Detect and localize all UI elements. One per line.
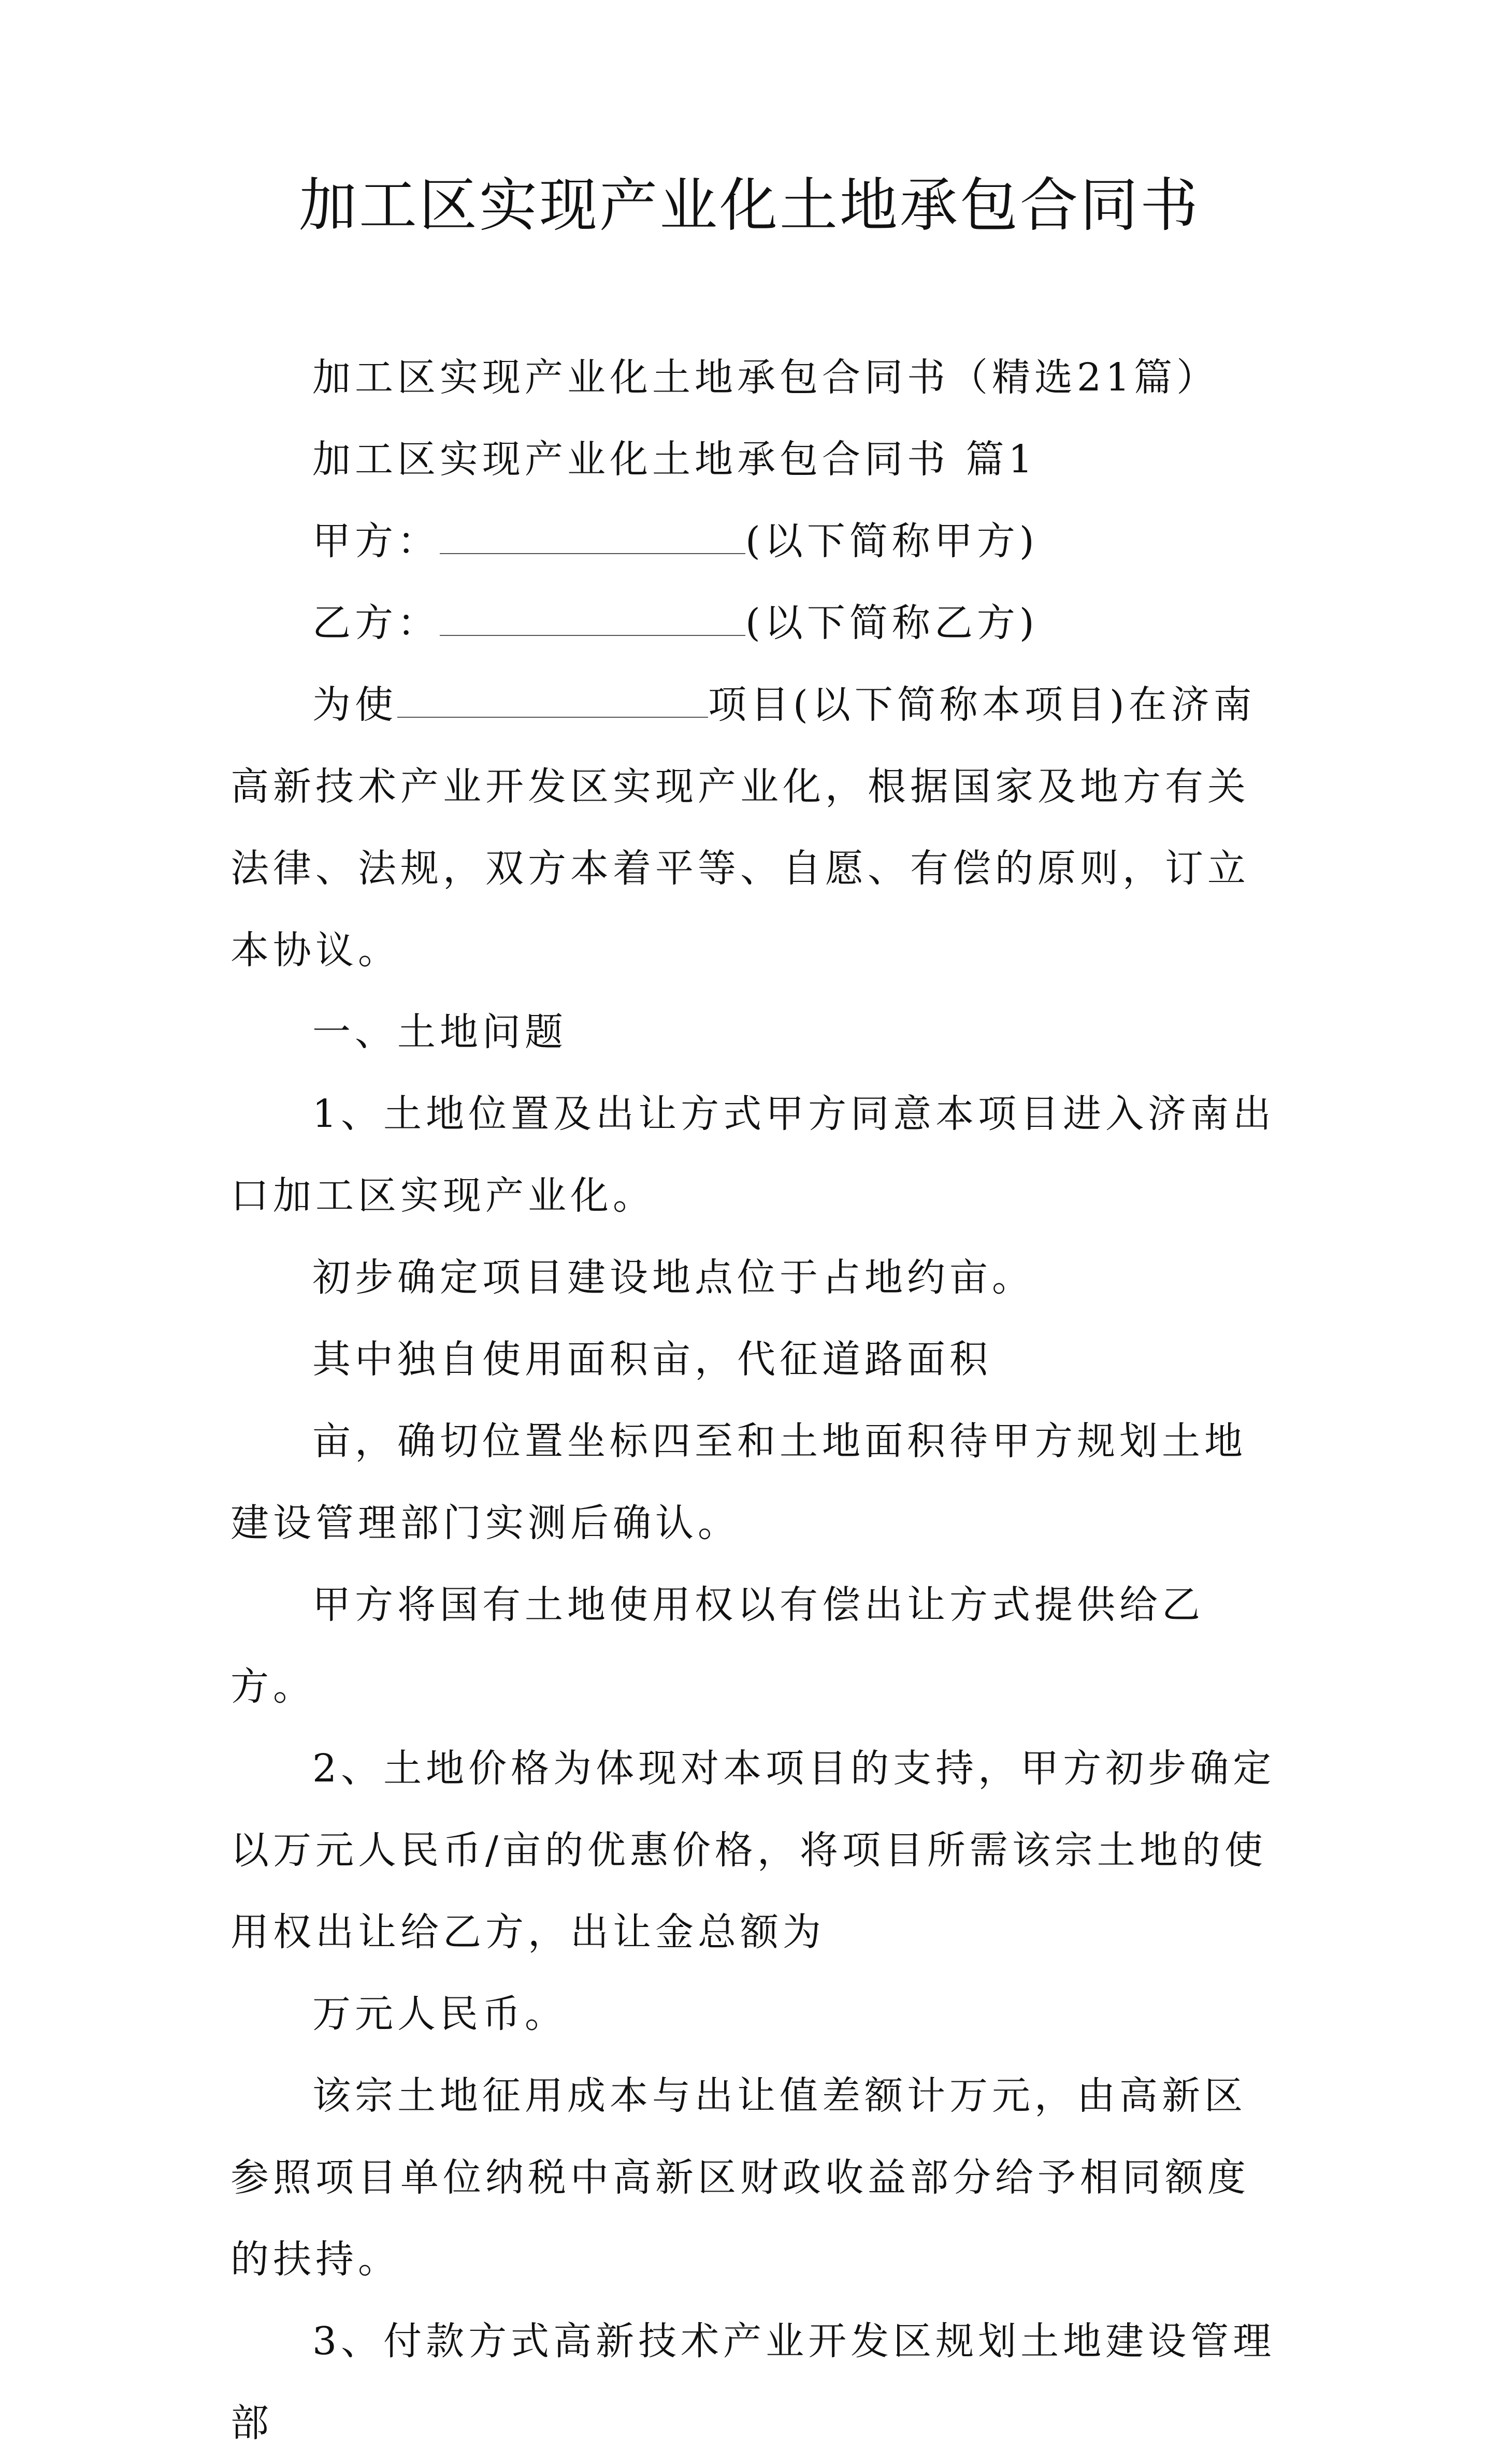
section-heading: 加工区实现产业化土地承包合同书 篇1	[312, 437, 1037, 482]
paragraph-area-breakdown: 其中独自使用面积亩，代征道路面积	[312, 1337, 992, 1382]
intro-suffix: 项目(以下简称本项目)在济南高新技术产业开发区实现产业化，根据国家及地方有关法律、法规，双方本着平等、自愿、有偿的原则，订立本协议。	[230, 683, 1256, 973]
party-b-line	[230, 582, 1277, 664]
paragraph-land-location: 1、土地位置及出让方式甲方同意本项目进入济南出口加工区实现产业化。	[230, 1092, 1276, 1218]
paragraph-land-price: 2、土地价格为体现对本项目的支持，甲方初步确定以万元人民币/亩的优惠价格，将项目所需该宗土地的使用权出让给乙方，出让金总额为	[230, 1746, 1276, 1954]
paragraph-cost-difference: 该宗土地征用成本与出让值差额计万元，由高新区参照项目单位纳税中高新区财政收益部分给予相同额度的扶持。	[230, 2074, 1250, 2282]
paragraph-land-issue-heading: 一、土地问题	[312, 1010, 567, 1054]
paragraph-site-area: 初步确定项目建设地点位于占地约亩。	[312, 1255, 1034, 1300]
document-body	[230, 337, 1277, 2464]
paragraph-payment-method: 3、付款方式高新技术产业开发区规划土地建设管理部	[230, 2319, 1276, 2445]
paragraph-position-confirmation: 亩，确切位置坐标四至和土地面积待甲方规划土地建设管理部门实测后确认。	[230, 1419, 1247, 1545]
party-a-suffix: (以下简称甲方)	[745, 519, 1039, 563]
document-subtitle: 加工区实现产业化土地承包合同书（精选21篇）	[312, 355, 1219, 400]
party-a-line	[230, 500, 1277, 582]
party-b-blank	[440, 599, 745, 636]
party-b-suffix: (以下简称乙方)	[745, 601, 1039, 645]
intro-paragraph	[230, 664, 1277, 991]
paragraph-price-unit: 万元人民币。	[312, 1992, 567, 2036]
party-a-blank	[440, 517, 745, 554]
intro-prefix: 为使	[312, 683, 397, 727]
party-a-label: 甲方：	[312, 519, 440, 563]
party-b-label: 乙方：	[312, 601, 440, 645]
project-name-blank	[397, 680, 708, 718]
paragraph-transfer-method: 甲方将国有土地使用权以有偿出让方式提供给乙方。	[230, 1583, 1204, 1709]
document-title: 加工区实现产业化土地承包合同书	[299, 172, 1200, 239]
